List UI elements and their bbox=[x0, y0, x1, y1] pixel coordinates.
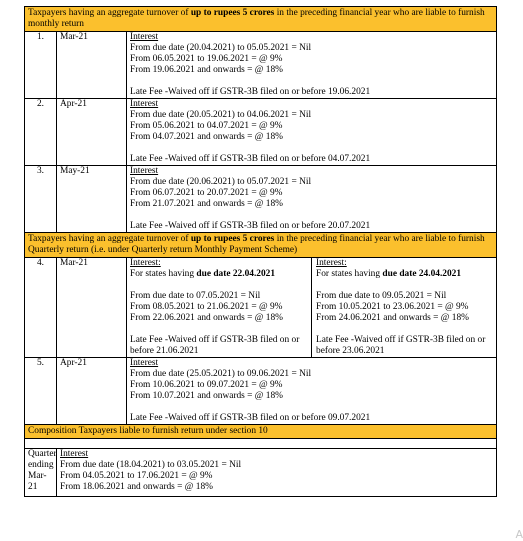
interest-heading: Interest bbox=[130, 166, 159, 176]
gst-relief-table bbox=[24, 6, 497, 497]
interest-line: From 05.06.2021 to 04.07.2021 = @ 9% bbox=[130, 121, 283, 131]
interest-line: From 10.05.2021 to 23.06.2021 = @ 9% bbox=[316, 302, 469, 312]
late-fee-note: Late Fee -Waived off if GSTR-3B filed on or before 23.06.2021 bbox=[316, 335, 486, 356]
row-number: 3. bbox=[25, 166, 57, 233]
states-due-date: For states having due date 22.04.2021 bbox=[130, 269, 276, 279]
relief-details bbox=[57, 449, 497, 497]
interest-heading: Interest bbox=[130, 99, 159, 109]
late-fee-note: Late Fee -Waived off if GSTR-3B filed on or before 09.07.2021 bbox=[130, 413, 371, 423]
tax-period: Apr-21 bbox=[57, 358, 127, 425]
interest-line: From 19.06.2021 and onwards = @ 18% bbox=[130, 65, 283, 75]
late-fee-note: Late Fee -Waived off if GSTR-3B filed on or before 20.07.2021 bbox=[130, 221, 371, 231]
interest-line: From due date (18.04.2021) to 03.05.2021 = Nil bbox=[60, 460, 242, 470]
late-fee-note: Late Fee -Waived off if GSTR-3B filed on or before 21.06.2021 bbox=[130, 335, 300, 356]
corner-glyph: A bbox=[515, 528, 523, 541]
tax-period: May-21 bbox=[57, 166, 127, 233]
table-row bbox=[25, 449, 497, 497]
relief-details bbox=[127, 166, 497, 233]
relief-details bbox=[127, 99, 497, 166]
section-header-composition: Composition Taxpayers liable to furnish return under section 10 bbox=[25, 425, 497, 439]
relief-details bbox=[127, 32, 497, 99]
table-row bbox=[25, 166, 497, 233]
table-row bbox=[25, 358, 497, 425]
row-number: 2. bbox=[25, 99, 57, 166]
table-row bbox=[25, 99, 497, 166]
interest-heading: Interest: bbox=[316, 258, 347, 268]
tax-period: Mar-21 bbox=[57, 258, 127, 358]
row-number: 1. bbox=[25, 32, 57, 99]
tax-period: Quarter ending Mar-21 bbox=[25, 449, 57, 497]
late-fee-note: Late Fee -Waived off if GSTR-3B filed on or before 19.06.2021 bbox=[130, 87, 371, 97]
state-group-left bbox=[127, 258, 312, 357]
section-header-quarterly: Taxpayers having an aggregate turnover of up to rupees 5 crores in the preceding financial year who are liable to furnish Quarterly return (i.e. under Quarterly return Monthly Payment Scheme) bbox=[25, 233, 497, 258]
interest-line: From 08.05.2021 to 21.06.2021 = @ 9% bbox=[130, 302, 283, 312]
states-due-date: For states having due date 24.04.2021 bbox=[316, 269, 462, 279]
late-fee-note: Late Fee -Waived off if GSTR-3B filed on or before 04.07.2021 bbox=[130, 154, 371, 164]
interest-heading: Interest bbox=[130, 32, 159, 42]
interest-line: From due date to 07.05.2021 = Nil bbox=[130, 291, 261, 301]
interest-line: From 06.05.2021 to 19.06.2021 = @ 9% bbox=[130, 54, 283, 64]
interest-heading: Interest: bbox=[130, 258, 161, 268]
state-group-right bbox=[312, 258, 496, 357]
relief-details bbox=[127, 358, 497, 425]
table-row bbox=[25, 258, 497, 358]
tax-period: Mar-21 bbox=[57, 32, 127, 99]
row-number: 4. bbox=[25, 258, 57, 358]
interest-line: From 24.06.2021 and onwards = @ 18% bbox=[316, 313, 469, 323]
interest-line: From 22.06.2021 and onwards = @ 18% bbox=[130, 313, 283, 323]
interest-line: From due date to 09.05.2021 = Nil bbox=[316, 291, 447, 301]
row-number: 5. bbox=[25, 358, 57, 425]
interest-line: From due date (25.05.2021) to 09.06.2021 = Nil bbox=[130, 369, 312, 379]
interest-line: From 04.05.2021 to 17.06.2021 = @ 9% bbox=[60, 471, 213, 481]
interest-line: From 10.06.2021 to 09.07.2021 = @ 9% bbox=[130, 380, 283, 390]
section-header-monthly: Taxpayers having an aggregate turnover of up to rupees 5 crores in the preceding financial year who are liable to furnish monthly return bbox=[25, 7, 497, 32]
tax-period: Apr-21 bbox=[57, 99, 127, 166]
interest-line: From 21.07.2021 and onwards = @ 18% bbox=[130, 199, 283, 209]
relief-details bbox=[127, 258, 497, 358]
interest-line: From 06.07.2021 to 20.07.2021 = @ 9% bbox=[130, 188, 283, 198]
interest-heading: Interest bbox=[130, 358, 159, 368]
interest-line: From due date (20.04.2021) to 05.05.2021 = Nil bbox=[130, 43, 312, 53]
table-row bbox=[25, 32, 497, 99]
interest-line: From due date (20.06.2021) to 05.07.2021 = Nil bbox=[130, 177, 312, 187]
interest-line: From 04.07.2021 and onwards = @ 18% bbox=[130, 132, 283, 142]
interest-line: From 10.07.2021 and onwards = @ 18% bbox=[130, 391, 283, 401]
interest-heading: Interest bbox=[60, 449, 89, 459]
interest-line: From 18.06.2021 and onwards = @ 18% bbox=[60, 482, 213, 492]
interest-line: From due date (20.05.2021) to 04.06.2021 = Nil bbox=[130, 110, 312, 120]
